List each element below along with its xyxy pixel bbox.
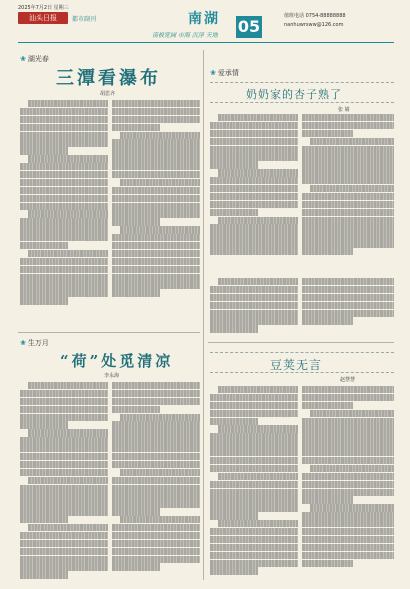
headline-2: 奶奶家的杏子熟了 xyxy=(246,88,342,101)
title-dash-bottom xyxy=(210,102,394,103)
article-1-body-col2 xyxy=(112,100,200,326)
column-label xyxy=(20,338,49,348)
contact-email: nanhuwrsww@126.com xyxy=(284,22,344,28)
article-4-body-col2 xyxy=(302,386,394,580)
article-3-body-col1 xyxy=(20,382,108,580)
section-title: 南湖 xyxy=(188,11,220,27)
column-label-text: 湖光春 xyxy=(27,55,49,63)
column-divider xyxy=(203,50,204,580)
article-2-body-col2 xyxy=(302,114,394,274)
contact-phone: 值班电话 0754-88888888 xyxy=(284,13,346,19)
article-4-body-col1 xyxy=(210,386,298,580)
title-dash-bottom xyxy=(210,372,394,373)
column-label-text: 爱承情 xyxy=(217,69,239,77)
column-label-text: 生万月 xyxy=(27,339,49,347)
header-rule xyxy=(18,42,394,43)
byline-1: 胡思齐 xyxy=(100,91,116,97)
newspaper-logo: 汕头日报 xyxy=(18,12,68,24)
section-rule xyxy=(18,332,200,333)
column-label xyxy=(210,68,239,78)
section-rule xyxy=(208,342,394,343)
title-dash-top xyxy=(210,82,394,83)
byline-4: 赵慧慧 xyxy=(340,377,356,383)
article-3-body-col2 xyxy=(112,382,200,580)
headline-4: 豆荚无言 xyxy=(270,358,323,372)
article-2-body-col1-cont xyxy=(210,278,298,336)
headline-3: “荷”处觅清凉 xyxy=(60,352,174,370)
title-dash-top xyxy=(210,352,394,353)
leaf-icon: ❀ xyxy=(20,339,26,347)
article-1-body-col1 xyxy=(20,100,108,326)
byline-3: 李永海 xyxy=(104,373,120,379)
column-label xyxy=(20,54,49,64)
issue-date: 2025年7月2日 星期三 xyxy=(18,5,69,11)
article-2-body-col2-cont xyxy=(302,278,394,336)
headline-1: 三潭看瀑布 xyxy=(56,68,161,89)
supplement-name: 都市副刊 xyxy=(72,16,97,23)
leaf-icon: ❀ xyxy=(210,69,216,77)
page-header xyxy=(0,0,410,44)
leaf-icon: ❀ xyxy=(20,55,26,63)
section-slogan: 南极宽阔 市海 沉浮 天地 xyxy=(152,32,218,39)
article-2-body-col1 xyxy=(210,114,298,274)
page-number: 05 xyxy=(237,17,261,36)
byline-2: 张 婧 xyxy=(338,107,350,113)
